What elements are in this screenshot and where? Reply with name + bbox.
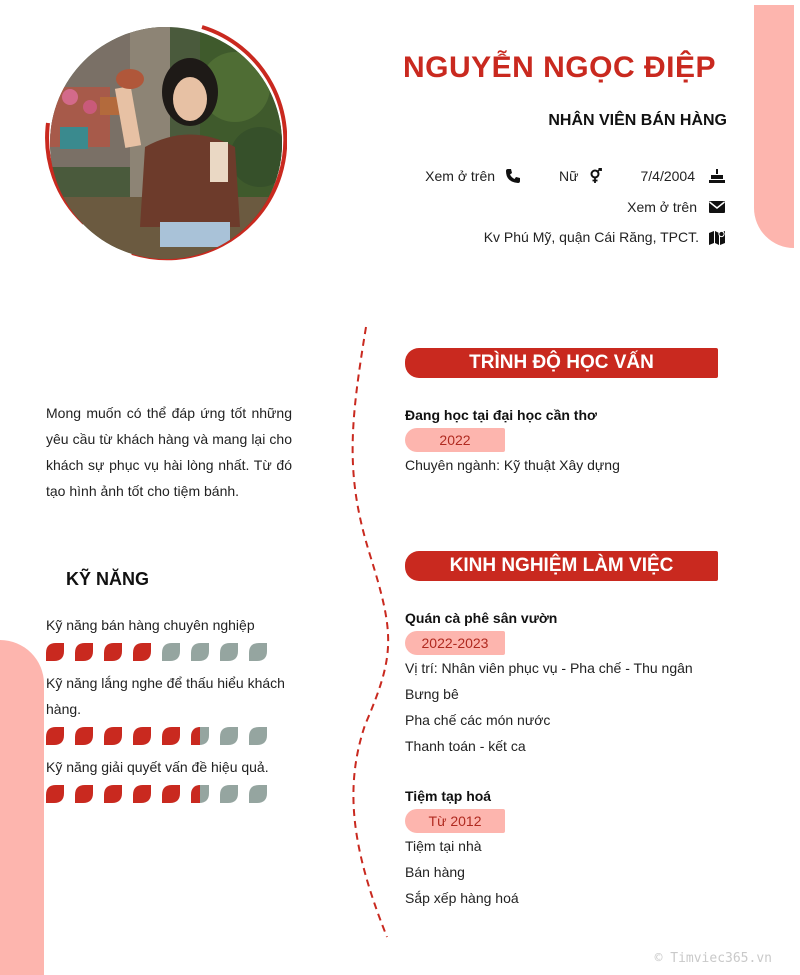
- education-school: Đang học tại đại học cần thơ: [405, 407, 597, 423]
- job-title: NHÂN VIÊN BÁN HÀNG: [548, 112, 727, 129]
- birthday-cake-icon: [709, 168, 725, 184]
- skill-leaf-icon: [162, 643, 180, 661]
- skill-leaf-icon: [104, 643, 122, 661]
- decorative-shape-top-right: [754, 5, 794, 248]
- address-value: Kv Phú Mỹ, quận Cái Răng, TPCT.: [483, 229, 699, 245]
- decorative-shape-bottom-left: [0, 640, 44, 975]
- skills-title: KỸ NĂNG: [66, 569, 150, 589]
- skill-leaf-icon: [249, 785, 267, 803]
- wavy-divider: [340, 325, 400, 940]
- skill-label: Kỹ năng giải quyết vấn đề hiệu quả.: [46, 759, 269, 775]
- experience-date: 2022-2023: [405, 631, 505, 655]
- experience-detail: Tiệm tại nhà: [405, 838, 482, 854]
- gender-icon: [589, 168, 603, 184]
- skill-label: Kỹ năng bán hàng chuyên nghiệp: [46, 617, 255, 633]
- skill-leaf-icon: [75, 785, 93, 803]
- experience-company: Quán cà phê sân vườn: [405, 610, 558, 626]
- experience-detail: Pha chế các món nước: [405, 712, 551, 728]
- skill-leaf-icon: [220, 785, 238, 803]
- experience-date: Từ 2012: [405, 809, 505, 833]
- contact-row-1: [425, 168, 725, 184]
- phone-value: Xem ở trên: [425, 168, 496, 184]
- skill-rating: [46, 785, 267, 803]
- experience-header: KINH NGHIỆM LÀM VIỆC: [405, 551, 718, 581]
- email-value: Xem ở trên: [627, 199, 697, 215]
- skill-rating: [46, 643, 267, 661]
- skill-leaf-icon: [191, 727, 209, 745]
- profile-photo: [44, 23, 287, 261]
- skill-leaf-icon: [191, 643, 209, 661]
- experience-detail: Thanh toán - kết ca: [405, 738, 526, 754]
- skill-leaf-icon: [75, 727, 93, 745]
- education-date: 2022: [405, 428, 505, 452]
- address-info: [484, 229, 725, 245]
- skill-leaf-icon: [104, 785, 122, 803]
- skill-leaf-icon: [46, 727, 64, 745]
- skill-leaf-icon: [133, 727, 151, 745]
- career-objective: Mong muốn có thể đáp ứng tốt những yêu cầu từ khách hàng và mang lại cho khách sự phục vụ hài lòng nhất. Từ đó tạo hình ảnh tốt cho tiệm bánh.: [46, 405, 292, 499]
- phone-info: [425, 168, 521, 184]
- birthday-value: 7/4/2004: [640, 168, 695, 184]
- skill-leaf-icon: [162, 727, 180, 745]
- skill-leaf-icon: [104, 727, 122, 745]
- experience-detail: Bưng bê: [405, 686, 459, 702]
- skill-rating: [46, 727, 267, 745]
- candidate-name: NGUYỄN NGỌC ĐIỆP: [402, 51, 716, 84]
- skill-leaf-icon: [133, 785, 151, 803]
- skill-leaf-icon: [46, 643, 64, 661]
- skill-leaf-icon: [220, 727, 238, 745]
- skill-label: Kỹ năng lắng nghe để thấu hiểu khách hàng.: [46, 675, 285, 717]
- education-detail: Chuyên ngành: Kỹ thuật Xây dựng: [405, 457, 620, 473]
- skill-leaf-icon: [249, 727, 267, 745]
- experience-detail: Vị trí: Nhân viên phục vụ - Pha chế - Thu ngân: [405, 660, 693, 676]
- gender-info: [559, 168, 602, 184]
- experience-detail: Bán hàng: [405, 864, 465, 880]
- experience-company: Tiệm tạp hoá: [405, 788, 492, 804]
- gender-value: Nữ: [559, 168, 579, 184]
- skill-leaf-icon: [249, 643, 267, 661]
- skill-leaf-icon: [191, 785, 209, 803]
- skill-leaf-icon: [75, 643, 93, 661]
- experience-detail: Sắp xếp hàng hoá: [405, 890, 519, 906]
- skill-leaf-icon: [46, 785, 64, 803]
- avatar: [50, 27, 282, 259]
- skill-leaf-icon: [133, 643, 151, 661]
- envelope-icon: [709, 201, 725, 213]
- map-icon: [709, 229, 725, 245]
- skill-leaf-icon: [220, 643, 238, 661]
- watermark: © Timviec365.vn: [654, 951, 772, 966]
- email-info: [627, 199, 725, 215]
- phone-icon: [505, 168, 521, 184]
- skill-leaf-icon: [162, 785, 180, 803]
- contact-row-2: [627, 199, 725, 215]
- education-header: TRÌNH ĐỘ HỌC VẤN: [405, 348, 718, 378]
- birthday-info: [641, 168, 726, 184]
- contact-row-3: [484, 229, 725, 245]
